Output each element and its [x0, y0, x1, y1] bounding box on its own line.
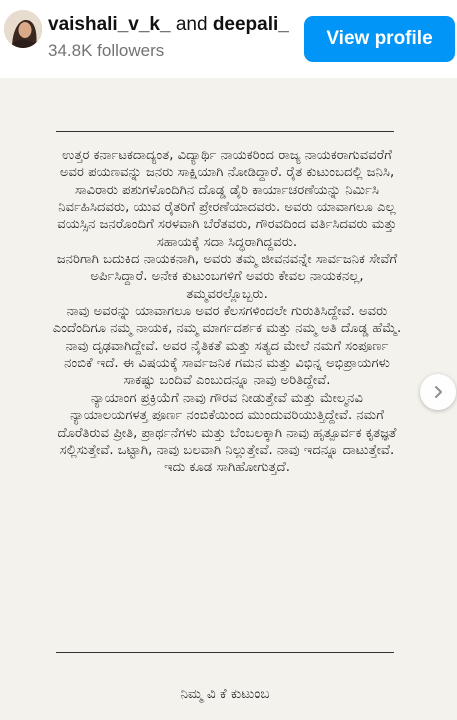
bottom-divider [56, 652, 394, 653]
username-primary[interactable]: vaishali_v_k_ [48, 14, 171, 35]
post-header [0, 0, 457, 78]
statement-paragraph-2: ಜನರಿಗಾಗಿ ಬದುಕಿದ ನಾಯಕನಾಗಿ, ಅವರು ತಮ್ಮ ಜೀವನವನ್ನೇ ಸಾರ್ವಜನಿಕ ಸೇವೆಗೆ ಅರ್ಪಿಸಿದ್ದಾರೆ. ಅನೇಕ ಕುಟುಂಬಗಳಿಗೆ ಅವರು ಕೇವಲ ನಾಯಕನಲ್ಲ, ತಮ್ಮವರಲ್ಲೊಬ್ಬರು. [56, 252, 398, 302]
statement-paragraph-4: ನಾವು ದೃಢವಾಗಿದ್ದೇವೆ. ಅವರ ನೈತಿಕತೆ ಮತ್ತು ಸತ್ಯದ ಮೇಲೆ ನಮಗೆ ಸಂಪೂರ್ಣ ನಂಬಿಕೆ ಇದೆ. ಈ ವಿಷಯಕ್ಕೆ ಸಾರ್ವಜನಿಕ ಗಮನ ಮತ್ತು ವಿಭಿನ್ನ ಅಭಿಪ್ರಾಯಗಳು ಸಾಕಷ್ಟು ಬಂದಿವೆ ಎಂಬುದನ್ನೂ ನಾವು ಅರಿತಿದ್ದೇವೆ. [64, 338, 390, 389]
view-profile-button[interactable]: View profile [304, 16, 455, 62]
followers-count: 34.8K followers [48, 41, 165, 60]
statement-text [52, 147, 402, 477]
statement-paragraph-5: ನ್ಯಾಯಾಂಗ ಪ್ರಕ್ರಿಯೆಗೆ ನಾವು ಗೌರವ ನೀಡುತ್ತೇವೆ ಮತ್ತು ಮೇಲ್ಮನವಿ ನ್ಯಾಯಾಲಯಗಳತ್ತ ಪೂರ್ಣ ನಂಬಿಕೆಯಿಂದ ಮುಂದುವರಿಯುತ್ತಿದ್ದೇವೆ. ನಮಗೆ ದೊರೆತಿರುವ ಪ್ರೀತಿ, ಪ್ರಾರ್ಥನೆಗಳು ಮತ್ತು ಬೆಂಬಲಕ್ಕಾಗಿ ನಾವು ಹೃತ್ಪೂರ್ವಕ ಕೃತಜ್ಞತೆ ಸಲ್ಲಿಸುತ್ತೇವೆ. ಒಟ್ಟಾಗಿ, ನಾವು ಬಲವಾಗಿ ನಿಲ್ಲುತ್ತೇವೆ. ನಾವು ಇದನ್ನೂ ದಾಟುತ್ತೇವೆ. ಇದು ಕೂಡ ಸಾಗಿಹೋಗುತ್ತದೆ. [57, 390, 397, 476]
statement-paragraph-1: ಉತ್ತರ ಕರ್ನಾಟಕದಾದ್ಯಂತ, ವಿದ್ಯಾರ್ಥಿ ನಾಯಕರಿಂದ ರಾಜ್ಯ ನಾಯಕರಾಗುವವರೆಗೆ ಅವರ ಪಯಣವನ್ನು ಜನರು ಸಾಕ್ಷಿಯಾಗಿ ನೋಡಿದ್ದಾರೆ. ರೈತ ಕುಟುಂಬದಲ್ಲಿ ಜನಿಸಿ, ಸಾವಿರಾರು ಪಶುಗಳೊಂದಿಗಿನ ದೊಡ್ಡ ಡೈರಿ ಕಾರ್ಯಾಚರಣೆಯನ್ನು ನಿರ್ಮಿಸಿ ನಿರ್ವಹಿಸಿದವರು, ಯುವ ರೈತರಿಗೆ ಪ್ರೇರಣೆಯಾದವರು. ಅವರು ಯಾವಾಗಲೂ ಎಲ್ಲ ವಯಸ್ಸಿನ ಜನರೊಂದಿಗೆ ಸರಳವಾಗಿ ಬೆರೆತವರು, ಗೌರವದಿಂದ ವರ್ತಿಸಿದವರು ಮತ್ತು ಸಹಾಯಕ್ಕೆ ಸದಾ ಸಿದ್ಧರಾಗಿದ್ದವರು. [57, 148, 397, 250]
chevron-right-icon [431, 385, 445, 399]
and-connector: and [175, 14, 208, 35]
username-secondary[interactable]: deepali_ [212, 14, 289, 35]
avatar-image [4, 10, 42, 48]
top-divider [56, 131, 394, 132]
statement-paragraph-3: ನಾವು ಅವರನ್ನು ಯಾವಾಗಲೂ ಅವರ ಕೆಲಸಗಳಿಂದಲೇ ಗುರುತಿಸಿದ್ದೇವೆ. ಅವರು ಎಂದೆಂದಿಗೂ ನಮ್ಮ ನಾಯಕ, ನಮ್ಮ ಮಾರ್ಗದರ್ಶಕ ಮತ್ತು ನಮ್ಮ ಅತಿ ದೊಡ್ಡ ಹೆಮ್ಮೆ. [52, 304, 402, 337]
signature: ನಿಮ್ಮ ವಿ ಕೆ ಕುಟುಂಬ [180, 686, 270, 702]
avatar[interactable] [4, 10, 42, 48]
post-usernames [48, 14, 300, 36]
next-slide-button[interactable] [420, 374, 456, 410]
